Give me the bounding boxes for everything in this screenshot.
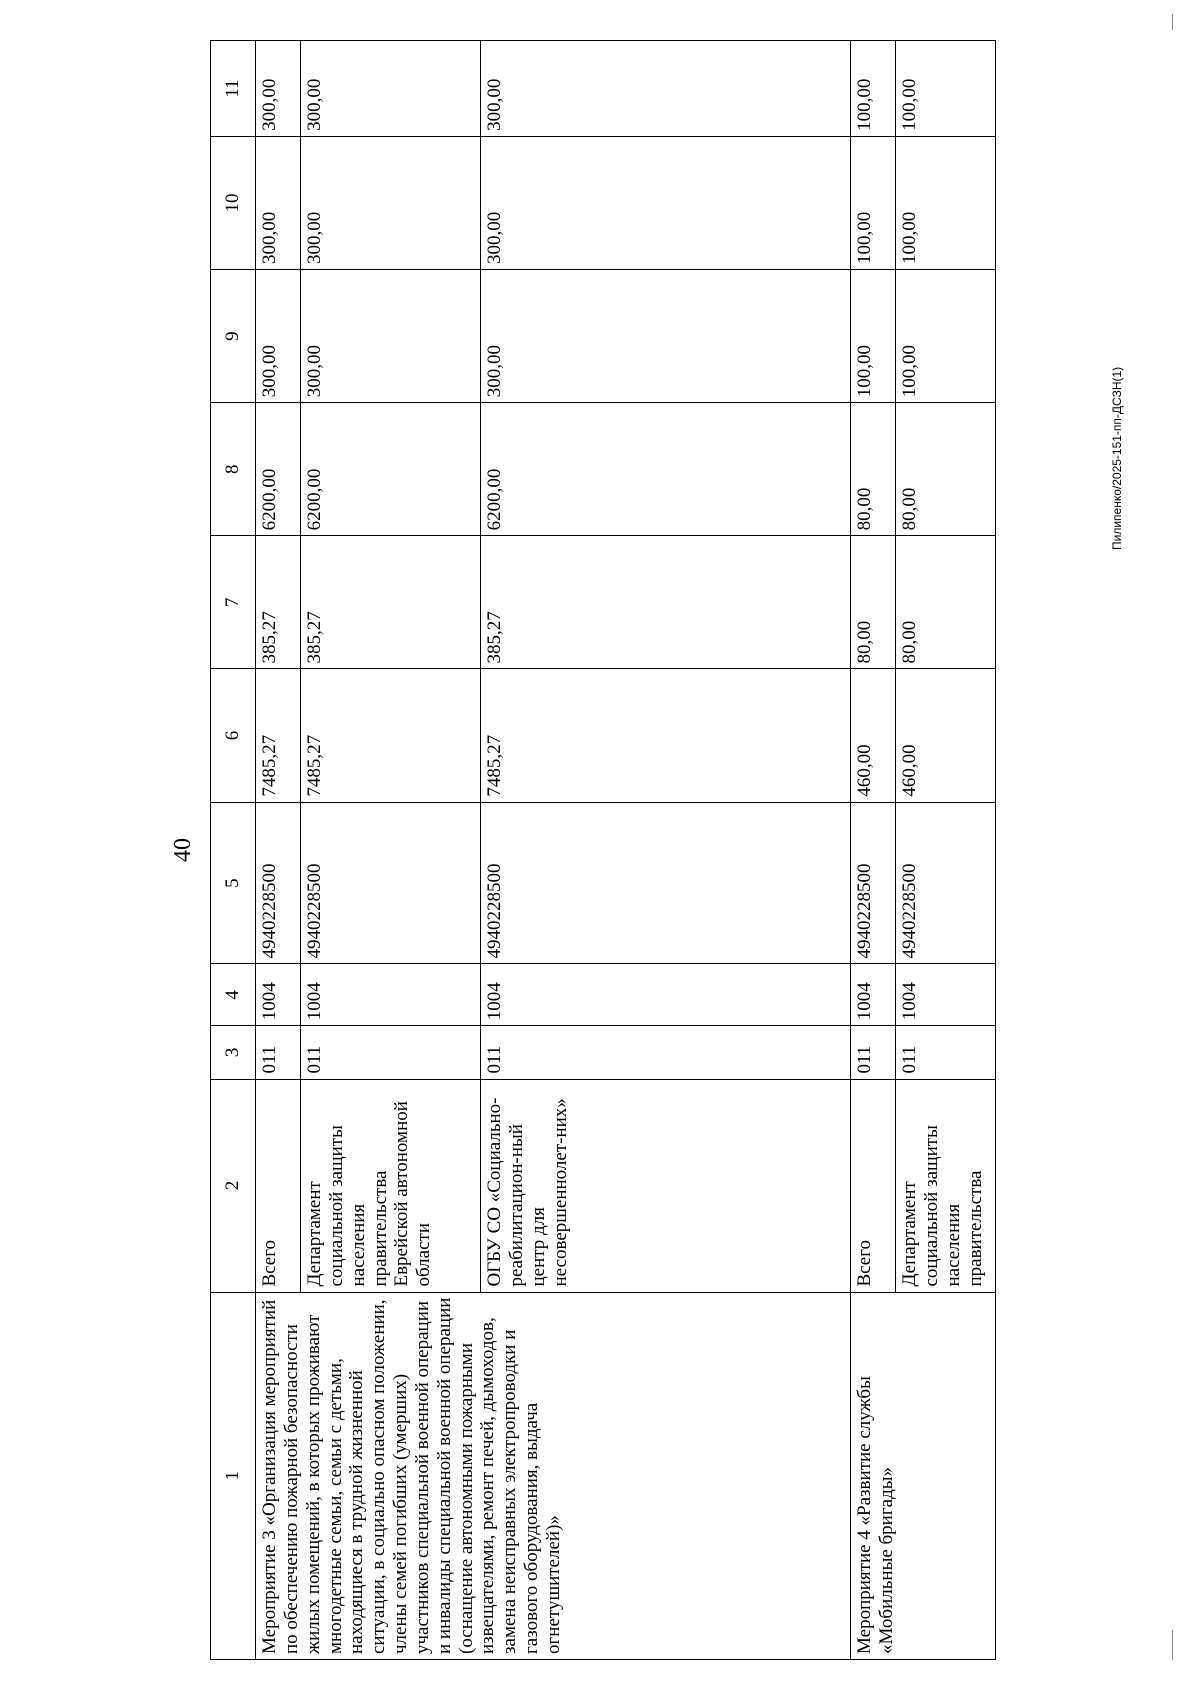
budget-table — [210, 40, 996, 1660]
executor-cell: Департамент социальной защиты населения правительства — [896, 1079, 996, 1292]
code-cell: 011 — [481, 1026, 851, 1079]
amount-cell: 100,00 — [896, 136, 996, 269]
table-row — [256, 41, 301, 1660]
document-code: Пилипенко/2025-151-пп-ДСЗН(1) — [1110, 366, 1124, 550]
amount-cell: 460,00 — [896, 669, 996, 802]
amount-cell: 300,00 — [481, 270, 851, 403]
col-header: 11 — [211, 41, 256, 137]
amount-cell: 385,27 — [256, 536, 301, 669]
amount-cell: 80,00 — [851, 536, 896, 669]
activity-4-title: Мероприятие 4 «Развитие службы «Мобильные бригады» — [851, 1292, 996, 1659]
amount-cell: 300,00 — [301, 270, 481, 403]
amount-cell: 300,00 — [481, 136, 851, 269]
executor-cell: Всего — [851, 1079, 896, 1292]
code-cell: 011 — [896, 1026, 996, 1079]
header-row — [211, 41, 256, 1660]
code-cell: 1004 — [256, 964, 301, 1026]
code-cell: 4940228500 — [851, 802, 896, 964]
amount-cell: 385,27 — [481, 536, 851, 669]
scan-edge-mark — [1172, 14, 1173, 30]
amount-cell: 6200,00 — [256, 403, 301, 536]
amount-cell: 100,00 — [851, 270, 896, 403]
code-cell: 011 — [301, 1026, 481, 1079]
code-cell: 1004 — [301, 964, 481, 1026]
amount-cell: 7485,27 — [256, 669, 301, 802]
code-cell: 1004 — [851, 964, 896, 1026]
code-cell: 1004 — [481, 964, 851, 1026]
amount-cell: 100,00 — [896, 270, 996, 403]
amount-cell: 7485,27 — [301, 669, 481, 802]
amount-cell: 80,00 — [896, 536, 996, 669]
col-header: 3 — [211, 1026, 256, 1079]
col-header: 10 — [211, 136, 256, 269]
code-cell: 1004 — [896, 964, 996, 1026]
col-header: 9 — [211, 270, 256, 403]
amount-cell: 100,00 — [851, 136, 896, 269]
executor-cell: Департамент социальной защиты населения правительства Еврейской автономной области — [301, 1079, 481, 1292]
page-number: 40 — [170, 838, 196, 862]
scan-edge-mark — [1172, 1630, 1173, 1660]
executor-cell: Всего — [256, 1079, 301, 1292]
amount-cell: 6200,00 — [481, 403, 851, 536]
code-cell: 4940228500 — [896, 802, 996, 964]
amount-cell: 100,00 — [896, 41, 996, 137]
amount-cell: 385,27 — [301, 536, 481, 669]
col-header: 5 — [211, 802, 256, 964]
amount-cell: 6200,00 — [301, 403, 481, 536]
amount-cell: 300,00 — [301, 41, 481, 137]
amount-cell: 300,00 — [481, 41, 851, 137]
amount-cell: 300,00 — [256, 41, 301, 137]
col-header: 1 — [211, 1292, 256, 1659]
amount-cell: 100,00 — [851, 41, 896, 137]
code-cell: 4940228500 — [481, 802, 851, 964]
amount-cell: 80,00 — [896, 403, 996, 536]
amount-cell: 80,00 — [851, 403, 896, 536]
code-cell: 011 — [256, 1026, 301, 1079]
code-cell: 011 — [851, 1026, 896, 1079]
col-header: 7 — [211, 536, 256, 669]
col-header: 2 — [211, 1079, 256, 1292]
amount-cell: 300,00 — [301, 136, 481, 269]
col-header: 8 — [211, 403, 256, 536]
amount-cell: 300,00 — [256, 136, 301, 269]
activity-3-title: Мероприятие 3 «Организация мероприятий по обеспечению пожарной безопасности жилых помещений, в которых проживают многодетные семьи, семьи с детьми, находящиеся в трудной жизненной ситуации, в социально опасном положении, члены семей погибших (умерших) участников специальной военной операции и инвалиды специальной военной операции (оснащение автономными пожарными извещателями, ремонт печей, дымоходов, замена неисправных электропроводки и газового оборудования, выдача огнетушителей)» — [256, 1292, 851, 1659]
table-row — [851, 41, 896, 1660]
col-header: 4 — [211, 964, 256, 1026]
amount-cell: 7485,27 — [481, 669, 851, 802]
code-cell: 4940228500 — [256, 802, 301, 964]
executor-cell: ОГБУ СО «Социально-реабилитацион-ный центр для несовершеннолет-них» — [481, 1079, 851, 1292]
code-cell: 4940228500 — [301, 802, 481, 964]
amount-cell: 460,00 — [851, 669, 896, 802]
col-header: 6 — [211, 669, 256, 802]
amount-cell: 300,00 — [256, 270, 301, 403]
rotated-sheet — [170, 40, 1130, 1660]
